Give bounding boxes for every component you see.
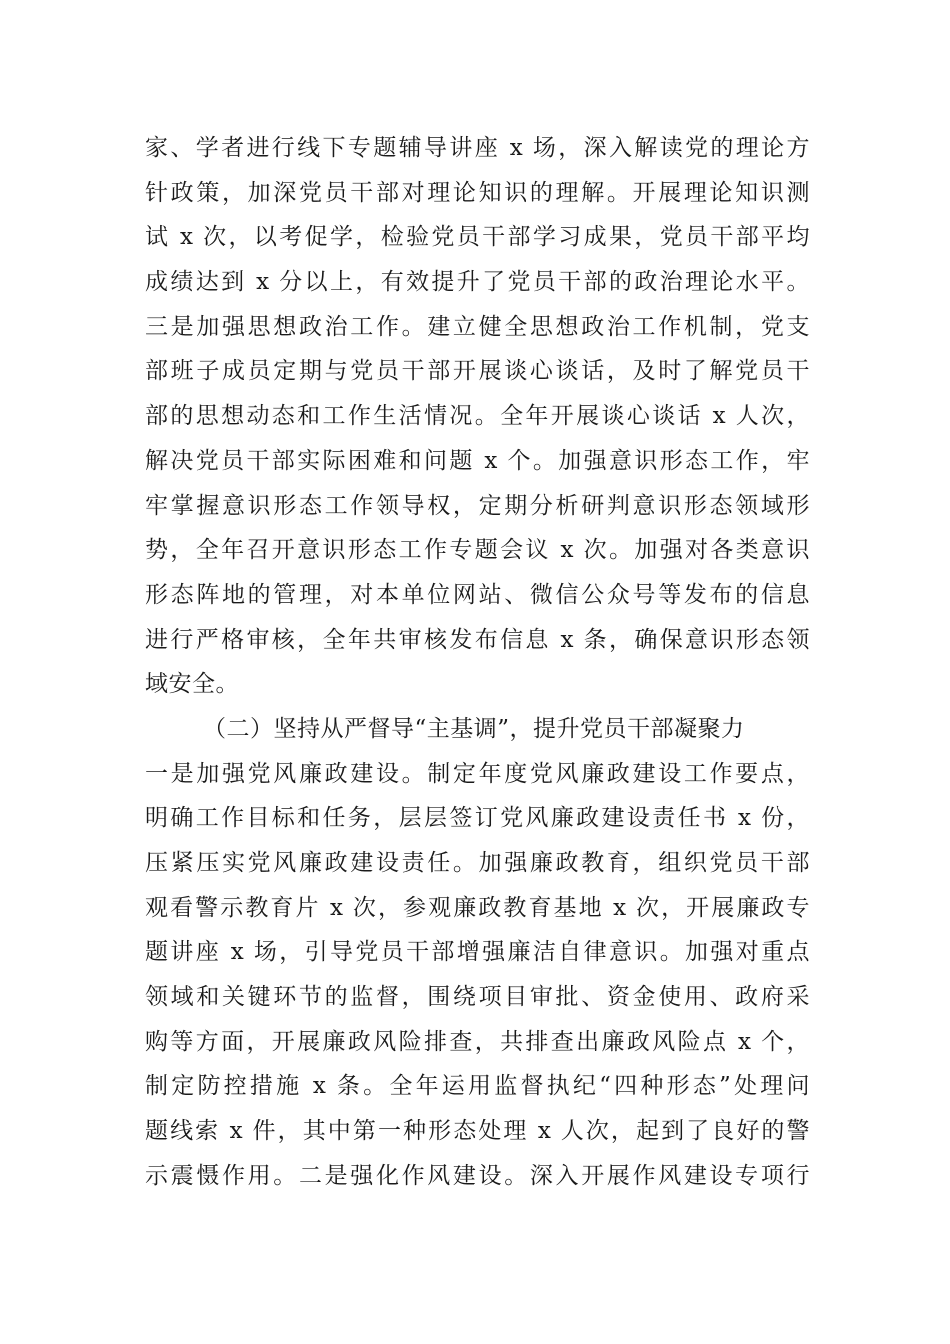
text-line: 针政策，加深党员干部对理论知识的理解。开展理论知识测 (145, 179, 810, 206)
text-line: 成绩达到 x 分以上，有效提升了党员干部的政治理论水平。 (145, 269, 810, 296)
text-line: 家、学者进行线下专题辅导讲座 x 场，深入解读党的理论方 (145, 135, 810, 161)
text-line: 形态阵地的管理，对本单位网站、微信公众号等发布的信息 (145, 581, 810, 608)
text-line: 解决党员干部实际困难和问题 x 个。加强意识形态工作，牢 (145, 447, 810, 474)
text-line: 题讲座 x 场，引导党员干部增强廉洁自律意识。加强对重点 (145, 939, 810, 966)
document-body (145, 126, 810, 1199)
text-line: 领域和关键环节的监督，围绕项目审批、资金使用、政府采 (145, 984, 810, 1011)
text-line: 部的思想动态和工作生活情况。全年开展谈心谈话 x 人次， (145, 403, 810, 430)
text-line: 牢掌握意识形态工作领导权，定期分析研判意识形态领域形 (145, 492, 810, 519)
text-line: 势，全年召开意识形态工作专题会议 x 次。加强对各类意识 (145, 537, 810, 564)
text-line: 明确工作目标和任务，层层签订党风廉政建设责任书 x 份， (145, 805, 810, 832)
text-line: 题线索 x 件，其中第一种形态处理 x 人次，起到了良好的警 (145, 1118, 810, 1145)
text-line: 观看警示教育片 x 次，参观廉政教育基地 x 次，开展廉政专 (145, 894, 810, 921)
text-line: 示震慑作用。二是强化作风建设。深入开展作风建设专项行 (145, 1162, 810, 1189)
text-line: 域安全。 (145, 671, 239, 698)
text-line: 三是加强思想政治工作。建立健全思想政治工作机制，党支 (145, 313, 810, 340)
text-line: 压紧压实党风廉政建设责任。加强廉政教育，组织党员干部 (145, 850, 810, 876)
text-line: 购等方面，开展廉政风险排查，共排查出廉政风险点 x 个， (145, 1028, 810, 1055)
text-line: 制定防控措施 x 条。全年运用监督执纪“四种形态”处理问 (145, 1073, 810, 1100)
text-line: 进行严格审核，全年共审核发布信息 x 条，确保意识形态领 (145, 626, 810, 653)
text-line: 一是加强党风廉政建设。制定年度党风廉政建设工作要点， (145, 760, 810, 787)
text-line: 试 x 次，以考促学，检验党员干部学习成果，党员干部平均 (145, 224, 810, 251)
text-line: 部班子成员定期与党员干部开展谈心谈话，及时了解党员干 (145, 358, 810, 385)
section-heading: （二）坚持从严督导“主基调”，提升党员干部凝聚力 (203, 715, 745, 742)
